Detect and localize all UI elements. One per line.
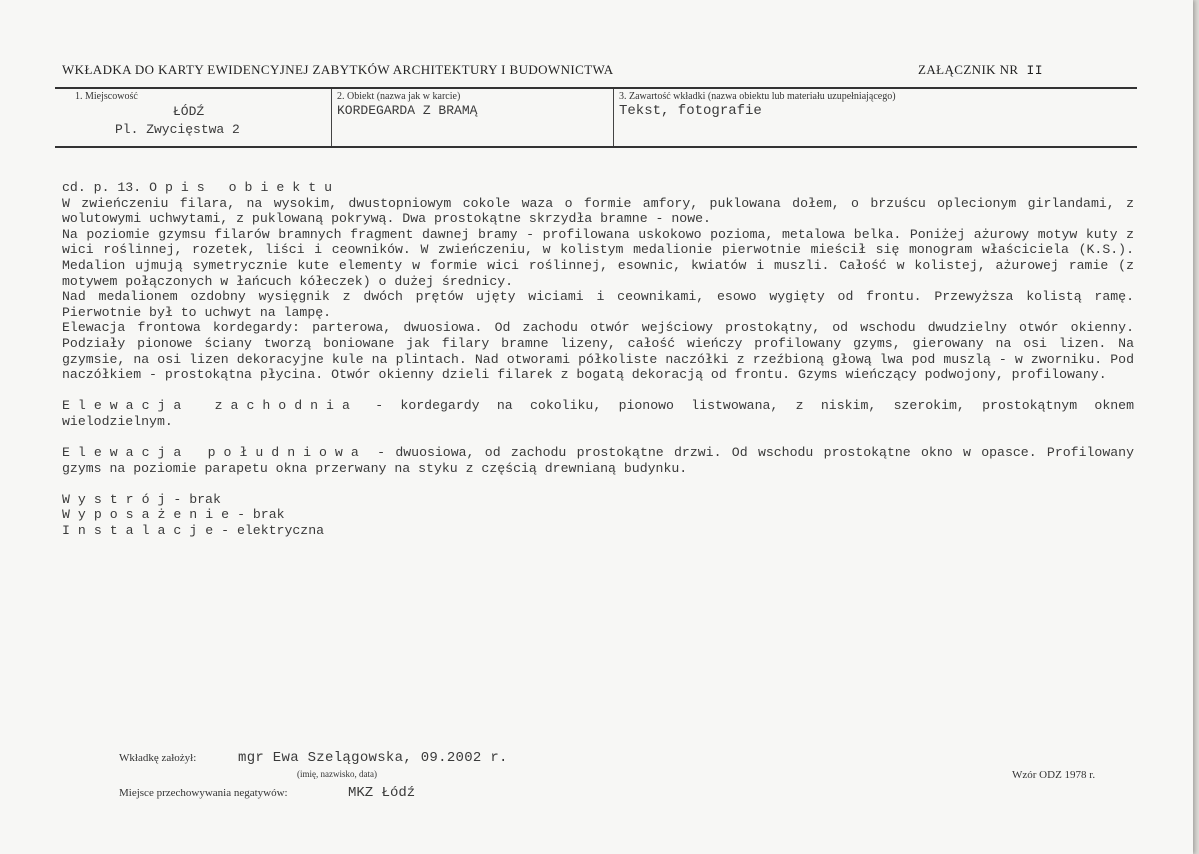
description-heading [62,180,1134,196]
storage-value: MKZ Łódź [348,785,416,801]
document-title: WKŁADKA DO KARTY EWIDENCYJNEJ ZABYTKÓW ARCHITEKTURY I BUDOWNICTWA [62,62,614,77]
content-label: 3. Zawartość wkładki (nazwa obiektu lub materiału uzupełniającego) [619,91,896,102]
heading-prefix: cd. p. 13. [62,180,142,195]
annex-label [918,62,1043,78]
annex-number: II [1026,63,1043,78]
paragraph-south-elevation [62,445,1134,476]
author-label: Wkładkę założył: [119,752,197,764]
equipment-value: - brak [237,507,285,523]
place-cell [55,89,331,146]
content-value: Tekst, fotografie [619,103,762,119]
paragraph-front-elevation: Elewacja frontowa kordegardy: parterowa, dwuosiowa. Od zachodu otwór wejściowy prostokątny, od wschodu dwudzielny otwór okienny. Podziały pionowe ściany tworzą boniowane jak filary bramne lizeny, całość wieńczy profilowany gzyms, gierowany na osi lizen. Na gzymsie, na osi lizen dekoracyjne kule na plintach. Nad otworami półkoliste naczółki z rzeźbioną głową lwa pod muszlą - w zworniku. Pod naczółkiem - prostokątna płycina. Otwór okienny dzieli filarek z bogatą dekoracją od frontu. Gzyms wieńczący podwojony, profilowany. [62,320,1134,383]
description-body [62,180,1134,539]
installations-heading: Instalacje [62,523,222,539]
author-hint: (imię, nazwisko, data) [297,769,377,779]
installations-line [62,523,1134,539]
storage-label: Miejsce przechowywania negatywów: [119,787,288,799]
metadata-table [55,87,1137,148]
south-heading: Elewacja południowa [62,445,367,461]
south-text: - dwuosiowa, od zachodu prostokątne drzwi. Od wschodu prostokątne okno w opasce. Profilowany gzyms na poziomie parapetu okna przerwany na styku z częścią drewnianą budynku. [62,445,1134,476]
interior-line [62,492,1134,508]
interior-value: - brak [173,491,221,507]
west-heading: Elewacja zachodnia [62,398,358,414]
equipment-heading: Wyposażenie [62,507,238,523]
object-value: KORDEGARDA Z BRAMĄ [337,103,478,118]
paragraph-vase: W zwieńczeniu filara, na wysokim, dwustopniowym cokole waza o formie amfory, puklowana dołem, o brzuścu oplecionym girlandami, z wolutowymi uchwytami, z puklowaną pokrywą. Dwa prostokątne skrzydła bramne - nowe. [62,195,1134,227]
installations-value: - elektryczna [221,523,325,539]
annex-label-text: ZAŁĄCZNIK NR [918,62,1019,77]
heading-spaced: Opis obiektu [149,180,341,195]
paragraph-gate-beam: Na poziomie gzymsu filarów bramnych fragment dawnej bramy - profilowana uskokowo pozioma, metalowa belka. Poniżej ażurowy motyw kuty z wici roślinnej, rozetek, liści i ceowników. W zwieńczeniu, w kolistym medalionie pierwotnie mieścił się monogram właściciela (K.S.). Medalion ujmują symetrycznie kute elementy w formie wici roślinnej, esownic, kwiatów i muszli. Całość w kolistej, ażurowej ramie (z motywem połączonych w łańcuch kółeczek) o dużej średnicy. [62,226,1134,289]
paragraph-bracket: Nad medalionem ozdobny wysięgnik z dwóch prętów ujęty wiciami i ceownikami, esowo wygięty od frontu. Przewyższa kolistą ramę. Pierwotnie był to uchwyt na lampę. [62,289,1134,320]
object-cell [331,89,613,146]
form-model: Wzór ODZ 1978 r. [1012,769,1096,781]
west-text: - kordegardy na cokoliku, pionowo listwowana, z niskim, szerokim, prostokątnym oknem wielodzielnym. [62,398,1134,429]
place-label: 1. Miejscowość [75,91,138,102]
interior-heading: Wystrój [62,491,174,507]
place-city: ŁÓDŹ [173,104,205,119]
equipment-line [62,507,1134,523]
author-value: mgr Ewa Szelągowska, 09.2002 r. [238,750,508,766]
paragraph-west-elevation [62,398,1134,429]
place-address: Pl. Zwycięstwa 2 [115,122,240,137]
object-label: 2. Obiekt (nazwa jak w karcie) [337,91,461,102]
content-cell [613,89,1137,146]
